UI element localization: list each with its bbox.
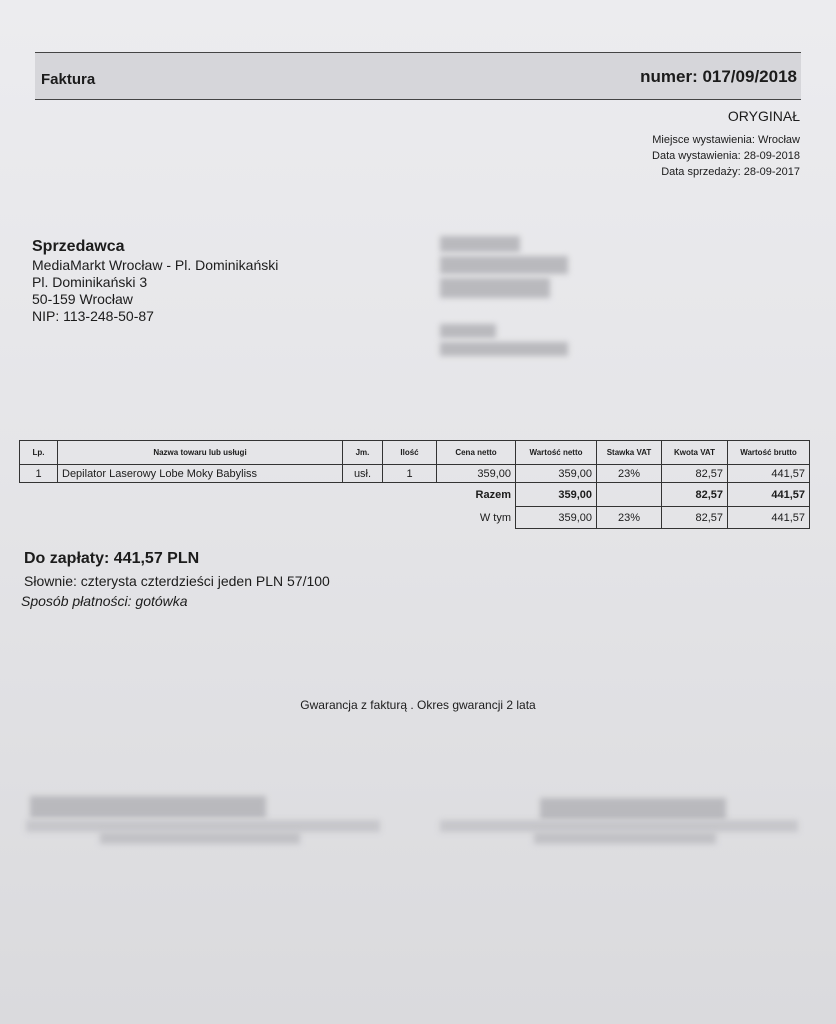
col-vat-amount: Kwota VAT: [662, 441, 728, 465]
cell-unit: usł.: [343, 465, 383, 483]
seller-name: MediaMarkt Wrocław - Pl. Dominikański: [32, 257, 279, 273]
cell-gross: 441,57: [728, 465, 810, 483]
cell-lp: 1: [20, 465, 58, 483]
invoice-meta: [652, 132, 800, 180]
spacer: [20, 483, 437, 507]
col-qty: Ilość: [383, 441, 437, 465]
seller-city: 50-159 Wrocław: [32, 291, 133, 307]
col-vat-rate: Stawka VAT: [597, 441, 662, 465]
redaction: [30, 796, 266, 818]
redaction: [26, 820, 380, 832]
total-net: 359,00: [516, 483, 597, 507]
breakdown-label: W tym: [479, 511, 511, 524]
amount-due: Do zapłaty: 441,57 PLN: [24, 550, 200, 567]
col-unit: Jm.: [343, 441, 383, 465]
cell-name: Depilator Laserowy Lobe Moky Babyliss: [58, 465, 343, 483]
redaction: [440, 820, 798, 832]
total-vat: 82,57: [662, 483, 728, 507]
amount-in-words: Słownie: czterysta czterdzieści jeden PLN 57/100: [24, 573, 330, 589]
col-name: Nazwa towaru lub usługi: [58, 441, 343, 465]
breakdown-net: 359,00: [516, 507, 597, 529]
table-row: [20, 465, 810, 483]
copy-label: ORYGINAŁ: [727, 108, 800, 124]
col-lp: Lp.: [20, 441, 58, 465]
warranty-note: Gwarancja z fakturą . Okres gwarancji 2 lata: [300, 698, 536, 712]
total-label: Razem: [475, 488, 511, 501]
total-gross: 441,57: [728, 483, 810, 507]
items-table: [19, 440, 810, 529]
invoice-number: numer: 017/09/2018: [640, 67, 797, 86]
issue-date: Data wystawienia: 28-09-2018: [652, 150, 800, 162]
redaction: [540, 798, 726, 820]
sale-date: Data sprzedaży: 28-09-2017: [661, 166, 800, 178]
col-unit-net: Cena netto: [437, 441, 516, 465]
total-row: [20, 483, 810, 507]
seller-title: Sprzedawca: [32, 238, 125, 255]
cell-unit-net: 359,00: [437, 465, 516, 483]
payment-block: [21, 550, 330, 609]
document-title: Faktura: [41, 71, 96, 88]
invoice-header: [35, 52, 801, 100]
spacer: [20, 507, 437, 529]
total-vat-rate: [597, 483, 662, 507]
cell-vat-amount: 82,57: [662, 465, 728, 483]
cell-vat-rate: 23%: [597, 465, 662, 483]
redaction: [440, 236, 520, 252]
redaction: [534, 832, 716, 844]
redaction: [440, 256, 568, 274]
redaction: [100, 832, 300, 844]
payment-method: Sposób płatności: gotówka: [21, 593, 188, 609]
redaction: [440, 324, 496, 338]
redaction: [440, 278, 550, 298]
col-gross: Wartość brutto: [728, 441, 810, 465]
seller-block: [32, 238, 278, 325]
col-net-value: Wartość netto: [516, 441, 597, 465]
table-header-row: [20, 441, 810, 465]
issue-place: Miejsce wystawienia: Wrocław: [652, 134, 800, 146]
cell-net-value: 359,00: [516, 465, 597, 483]
breakdown-vat-rate: 23%: [597, 507, 662, 529]
redaction: [440, 342, 568, 356]
breakdown-gross: 441,57: [728, 507, 810, 529]
breakdown-vat: 82,57: [662, 507, 728, 529]
cell-qty: 1: [383, 465, 437, 483]
seller-nip: NIP: 113-248-50-87: [32, 308, 154, 324]
breakdown-row: [20, 507, 810, 529]
seller-street: Pl. Dominikański 3: [32, 274, 148, 290]
